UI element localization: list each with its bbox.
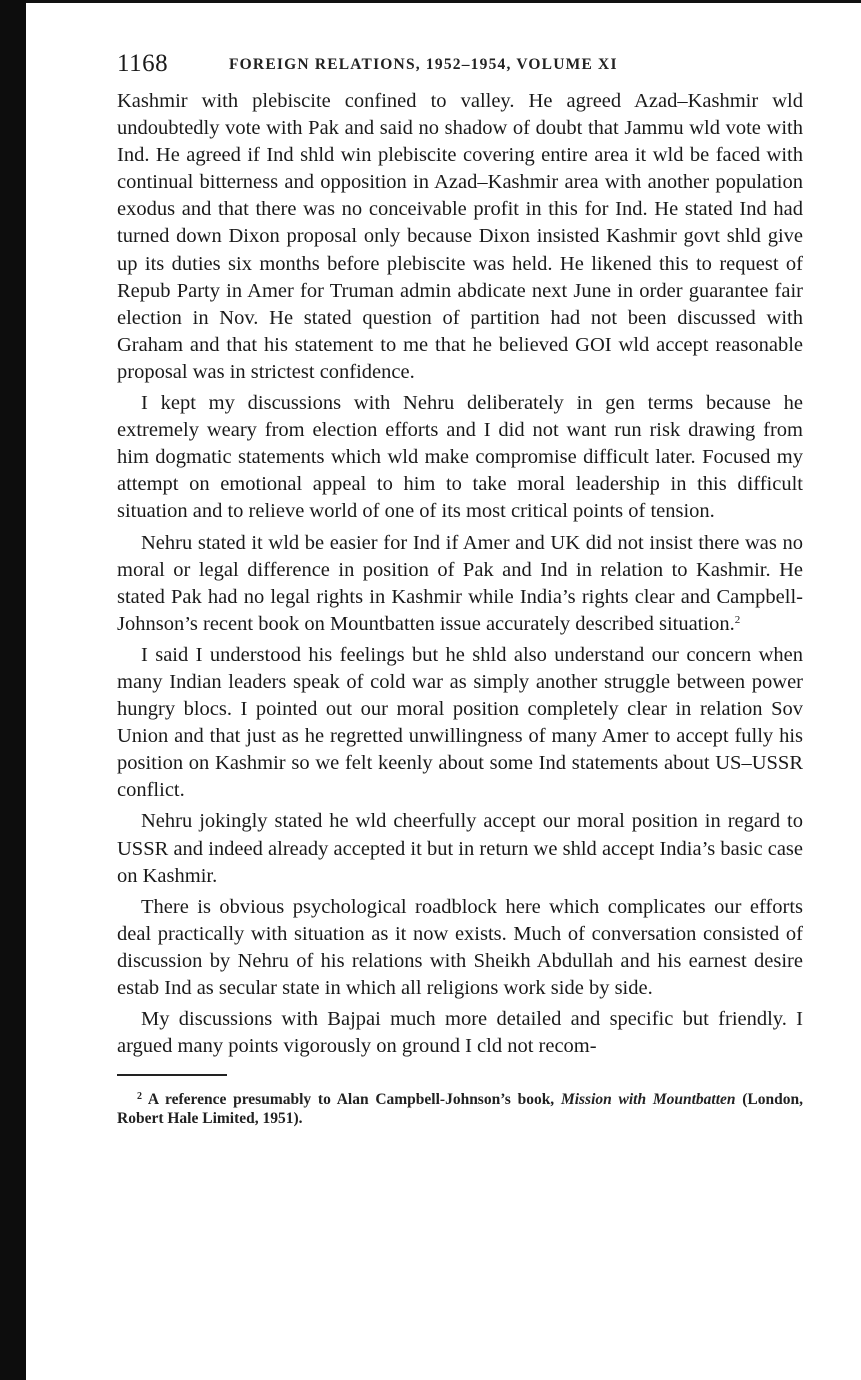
footnote-mark: 2 (137, 1090, 142, 1102)
running-head (117, 40, 803, 80)
paragraph (117, 530, 803, 638)
footnote (117, 1087, 803, 1128)
paragraph: My discussions with Bajpai much more detailed and specific but friendly. I argued many points vigorously on ground I cld not recom- (117, 1008, 803, 1058)
footnote-text: A reference presumably to Alan Campbell-Johnson’s book, (147, 1090, 555, 1108)
paragraph: Nehru jokingly stated he wld cheerfully accept our moral position in regard to USSR and indeed already accepted it but in return we shld accept India’s basic case on Kashmir. (117, 810, 803, 887)
document-page (117, 40, 803, 1128)
paragraph: There is obvious psychological roadblock here which complicates our efforts deal practically with situation as it now exists. Much of conversation consisted of discussion by Nehru of his relations with Sheikh Abdullah and his earnest desire estab Ind as secular state in which all religions work side by side. (117, 895, 803, 999)
paragraph: Kashmir with plebiscite confined to valley. He agreed Azad–Kashmir wld undoubtedly vote with Pak and said no shadow of doubt that Jammu wld vote with Ind. He agreed if Ind shld win plebiscite covering entire area it wld be faced with continual bitterness and opposition in Azad–Kashmir area with another population exodus and that there was no conceivable profit in this for Ind. He stated Ind had turned down Dixon proposal only because Dixon insisted Kashmir govt shld give up its duties six months before plebiscite was held. He likened this to request of Repub Party in Amer for Truman admin abdicate next June in order guarantee fair election in Nov. He stated question of partition had not been discussed with Graham and that his statement to me that he believed GOI wld accept reasonable proposal was in strictest confidence. (117, 90, 803, 383)
footnote-reference[interactable]: 2 (734, 613, 741, 626)
paragraph: I kept my discussions with Nehru deliberately in gen terms because he extremely weary from election efforts and I did not want run risk drawing from him dogmatic statements which wld make compromise difficult later. Focused my attempt on emotional appeal to him to take moral leadership in this difficult situation and to relieve world of one of its most critical points of tension. (117, 392, 803, 523)
paragraph: I said I understood his feelings but he shld also understand our concern when many Indian leaders speak of cold war as simply another struggle between power hungry blocs. I pointed out our moral position completely clear in relation Sov Union and that just as he regretted unwillingness of many Amer to accept fully his position on Kashmir so we felt keenly about some Ind statements about US–USSR conflict. (117, 643, 803, 802)
footnote-divider (117, 1074, 227, 1076)
running-title: FOREIGN RELATIONS, 1952–1954, VOLUME XI (229, 56, 618, 73)
page-number: 1168 (117, 50, 169, 77)
page-top-edge (0, 0, 861, 3)
paragraph-text: Nehru stated it wld be easier for Ind if Amer and UK did not insist there was no moral or legal difference in position of Pak and Ind in relation to Kashmir. He stated Pak had no legal rights in Kashmir while India’s rights clear and Campbell-Johnson’s recent book on Mountbatten issue accurately described situation. (117, 531, 803, 635)
footnote-book-title: Mission with Mountbatten (560, 1090, 736, 1108)
footnote-citation: (London, Robert Hale Limited, 1951). (117, 1090, 804, 1127)
scan-border (0, 0, 26, 1380)
body-text (117, 88, 803, 1060)
